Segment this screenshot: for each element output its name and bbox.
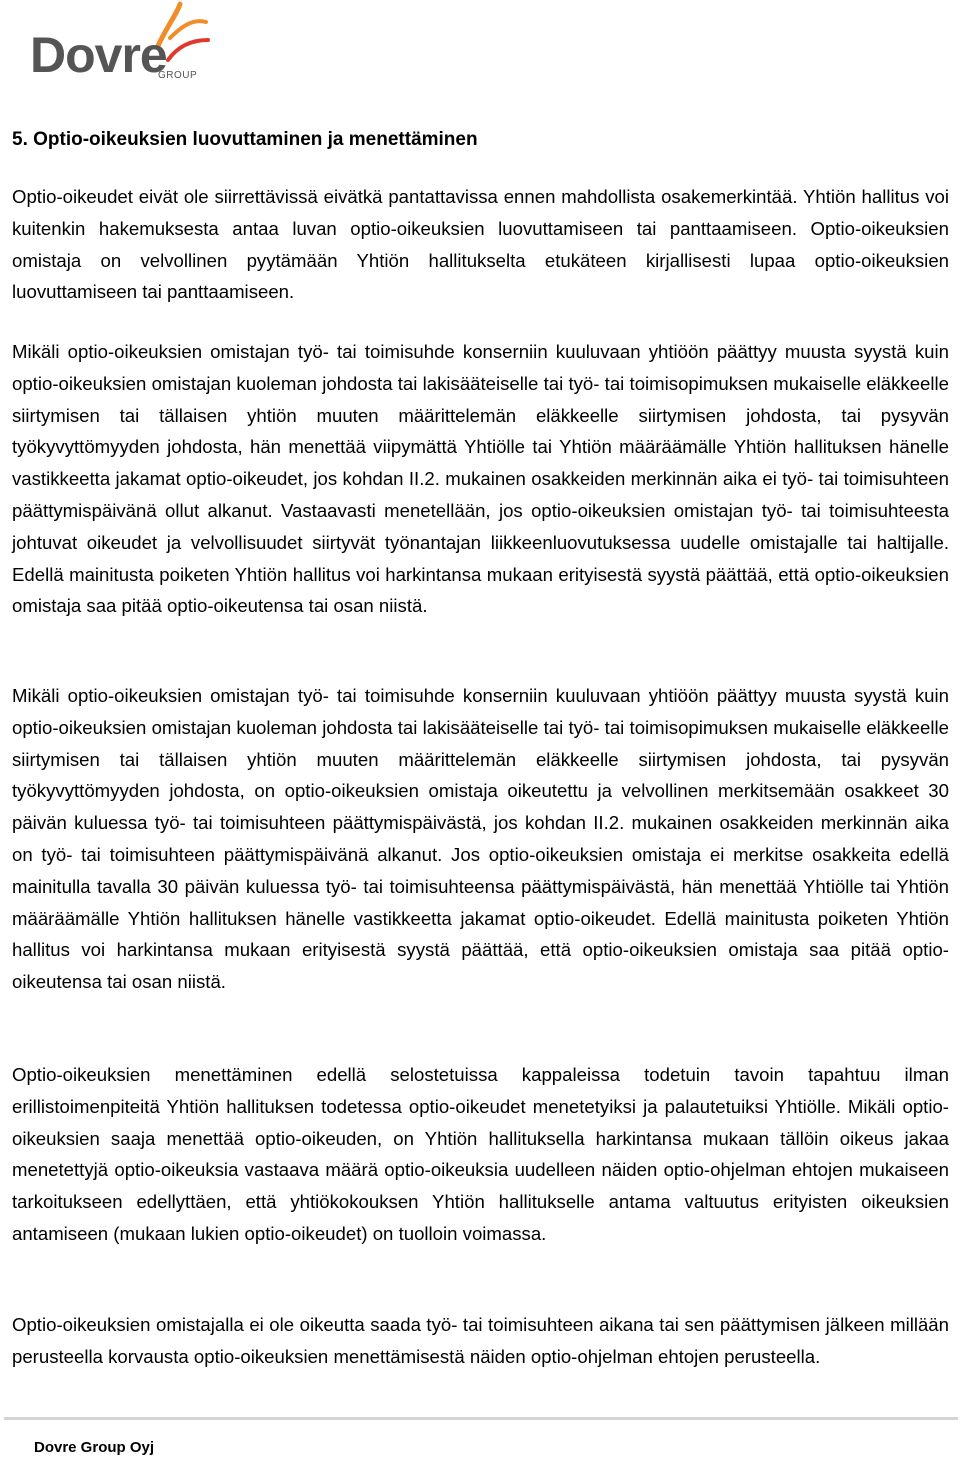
- dovre-swoosh-logo-icon: [30, 0, 220, 82]
- dovre-group-logo: [30, 0, 220, 82]
- logo-subtext: GROUP: [158, 70, 198, 81]
- paragraph-transfer-rules: Optio-oikeudet eivät ole siirrettävissä eivätkä pantattavissa ennen mahdollista osakemerkintää. Yhtiön hallitus voi kuitenkin hakemuksesta antaa luvan optio-oikeuksien luovuttamiseen tai panttaamiseen. Optio-oikeuksien omistaja on velvollinen pyytämään Yhtiön hallitukselta etukäteen kirjallisesti lupaa optio-oikeuksien luovuttamiseen tai panttaamiseen.: [12, 186, 949, 303]
- paragraph-no-compensation: Optio-oikeuksien omistajalla ei ole oikeutta saada työ- tai toimisuhteen aikana tai sen päättymisen jälkeen millään perusteella korvausta optio-oikeuksien menettämisestä näiden optio-ohjelman ehtojen perusteella.: [12, 1314, 949, 1367]
- footer-divider: [4, 1417, 958, 1420]
- logo-wordmark: Dovre: [30, 27, 167, 82]
- paragraph-employment-end-subscription: Mikäli optio-oikeuksien omistajan työ- tai toimisuhde konserniin kuuluvaan yhtiöön päättyy muusta syystä kuin optio-oikeuksien omistajan kuoleman johdosta tai lakisääteiselle tai työ- tai toimisopimuksen mukaiselle eläkkeelle siirtymisen tai tällaisen yhtiön muuten määrittelemän eläkkeelle siirtymisen johdosta, tai pysyvän työkyvyttömyyden johdosta, on optio-oikeuksien omistaja oikeutettu ja velvollinen merkitsemään osakkeet 30 päivän kuluessa työ- tai toimisuhteen päättymispäivästä, jos kohdan II.2. mukainen osakkeiden merkinnän aika on työ- tai toimisuhteen päättymispäivänä alkanut. Jos optio-oikeuksien omistaja ei merkitse osakkeita edellä mainitulla tavalla 30 päivän kuluessa työ- tai toimisuhteensa päättymispäivästä, hän menettää Yhtiölle tai Yhtiön määräämälle Yhtiön hallituksen hänelle vastikkeetta jakamat optio-oikeudet. Edellä mainitusta poiketen Yhtiön hallitus voi harkintansa mukaan erityisestä syystä päättää, että optio-oikeuksien omistaja saa pitää optio-oikeutensa tai osan niistä.: [12, 685, 949, 993]
- footer-company-name: Dovre Group Oyj: [34, 1439, 155, 1456]
- section-title: 5. Optio-oikeuksien luovuttaminen ja menettäminen: [12, 129, 478, 150]
- paragraph-employment-end-forfeit: Mikäli optio-oikeuksien omistajan työ- tai toimisuhde konserniin kuuluvaan yhtiöön päättyy muusta syystä kuin optio-oikeuksien omistajan kuoleman johdosta tai lakisääteiselle tai työ- tai toimisopimuksen mukaiselle eläkkeelle siirtymisen tai tällaisen yhtiön muuten määrittelemän eläkkeelle siirtymisen johdosta, tai pysyvän työkyvyttömyyden johdosta, hän menettää viipymättä Yhtiölle tai Yhtiön määräämälle Yhtiön hallituksen hänelle vastikkeetta jakamat optio-oikeudet, jos kohdan II.2. mukainen osakkeiden merkinnän aika ei työ- tai toimisuhteen päättymispäivänä ollut alkanut. Vastaavasti menetellään, jos optio-oikeuksien omistajan työ- tai toimisuhteesta johtuvat oikeudet ja velvollisuudet siirtyvät työnantajan liikkeenluovutuksessa uudelle omistajalle tai haltijalle. Edellä mainitusta poiketen Yhtiön hallitus voi harkintansa mukaan erityisestä syystä päättää, että optio-oikeuksien omistaja saa pitää optio-oikeutensa tai osan niistä.: [12, 341, 949, 617]
- paragraph-forfeiture-procedure: Optio-oikeuksien menettäminen edellä selostetuissa kappaleissa todetuin tavoin tapahtuu ilman erillistoimenpiteitä Yhtiön hallituksen todetessa optio-oikeudet menetetyiksi ja palautetuiksi Yhtiölle. Mikäli optio-oikeuksien saaja menettää optio-oikeuden, on Yhtiön hallituksella harkintansa mukaan tällöin oikeus jakaa menetettyjä optio-oikeuksia vastaava määrä optio-oikeuksia uudelleen näiden optio-ohjelman ehtojen mukaiseen tarkoitukseen edellyttäen, että yhtiökokouksen Yhtiön hallitukselle antama valtuutus erityisten oikeuksien antamiseen (mukaan lukien optio-oikeudet) on tuolloin voimassa.: [12, 1064, 949, 1244]
